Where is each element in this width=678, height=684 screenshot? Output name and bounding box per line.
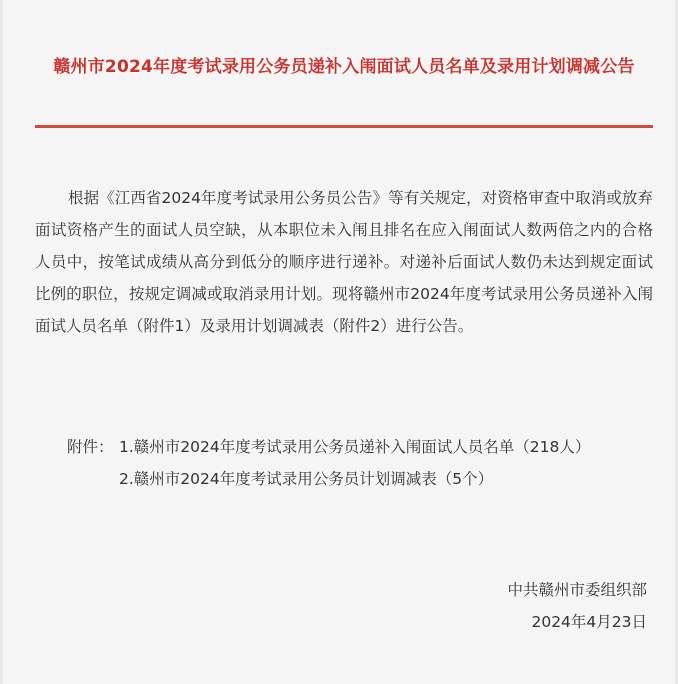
attachment-row-2 [67,463,657,495]
notice-title: 赣州市2024年度考试录用公务员递补入闱面试人员名单及录用计划调减公告 [53,57,635,77]
issue-date: 2024年4月23日 [531,613,647,631]
attachments-label-spacer [67,463,119,495]
attachment-2: 2.赣州市2024年度考试录用公务员计划调减表（5个） [119,470,494,488]
attachment-1: 1.赣州市2024年度考试录用公务员递补入闱面试人员名单（218人） [119,438,591,456]
attachments-label: 附件： [67,438,114,456]
issuer-name: 中共赣州市委组织部 [507,581,647,599]
attachments-block [67,431,657,495]
notice-page [2,0,676,684]
attachment-row-1 [67,431,657,463]
signature-block [507,574,647,638]
notice-body [35,182,653,342]
body-paragraph: 根据《江西省2024年度考试录用公务员公告》等有关规定，对资格审查中取消或放弃面试资格产生的面试人员空缺，从本职位未入闱且排名在应入闱面试人数两倍之内的合格人员中，按笔试成绩从高分到低分的顺序进行递补。对递补后面试人数仍未达到规定面试比例的职位，按规定调减或取消录用计划。现将赣州市2024年度考试录用公务员递补入闱面试人员名单（附件1）及录用计划调减表（附件2）进行公告。 [35,189,653,335]
title-divider [35,125,653,128]
